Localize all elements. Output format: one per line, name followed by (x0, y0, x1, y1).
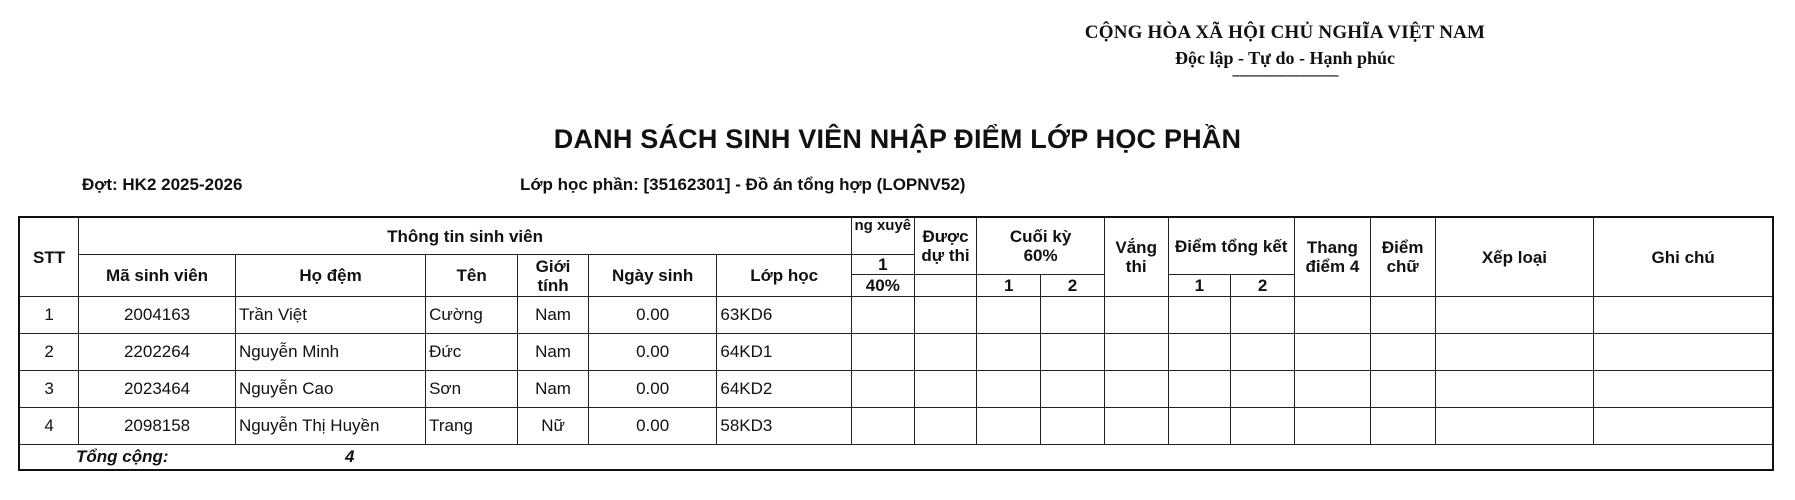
col-regular-index: 1 (851, 255, 914, 275)
col-absent: Vắng thi (1104, 217, 1168, 297)
cell-empty (1594, 334, 1773, 371)
cell-empty (1104, 297, 1168, 334)
col-rank: Xếp loại (1435, 217, 1594, 297)
cell-first-name: Đức (426, 334, 518, 371)
col-gender: Giới tính (518, 255, 589, 297)
cell-empty (851, 408, 914, 445)
cell-empty (1594, 371, 1773, 408)
col-last-name: Họ đệm (235, 255, 425, 297)
cell-empty (1370, 334, 1435, 371)
total-value: 4 (345, 447, 355, 466)
cell-student-id: 2023464 (79, 371, 236, 408)
col-first-name: Tên (426, 255, 518, 297)
cell-class: 64KD1 (717, 334, 852, 371)
cell-empty (1041, 408, 1105, 445)
document-title: DANH SÁCH SINH VIÊN NHẬP ĐIỂM LỚP HỌC PHẦN (553, 124, 1242, 154)
cell-empty (1231, 297, 1295, 334)
col-regular-weight: 40% (851, 275, 914, 297)
cell-empty (977, 297, 1041, 334)
cell-student-id: 2202264 (79, 334, 236, 371)
total-cell (19, 445, 1773, 471)
cell-empty (1294, 297, 1370, 334)
total-row (19, 445, 1773, 471)
col-regular-top: ng xuyê (851, 217, 914, 255)
col-total-2: 2 (1231, 275, 1295, 297)
cell-class: 63KD6 (717, 297, 852, 334)
cell-empty (914, 371, 977, 408)
cell-empty (914, 408, 977, 445)
course-label: Lớp học phần: [35162301] - Đồ án tổng hợp (LOPNV52) (520, 175, 966, 194)
cell-empty (851, 334, 914, 371)
cell-empty (1294, 334, 1370, 371)
cell-stt: 4 (19, 408, 79, 445)
cell-student-id: 2098158 (79, 408, 236, 445)
grade-table (18, 216, 1774, 471)
cell-empty (1168, 297, 1231, 334)
col-total-1: 1 (1168, 275, 1231, 297)
nation-name: CỘNG HÒA XÃ HỘI CHỦ NGHĨA VIỆT NAM (1084, 22, 1486, 43)
cell-gender: Nam (518, 371, 589, 408)
cell-empty (1231, 334, 1295, 371)
cell-empty (977, 371, 1041, 408)
cell-class: 58KD3 (717, 408, 852, 445)
cell-gender: Nữ (518, 408, 589, 445)
cell-empty (977, 408, 1041, 445)
cell-empty (1104, 334, 1168, 371)
col-eligible-sub (914, 275, 977, 297)
col-note: Ghi chú (1594, 217, 1773, 297)
cell-stt: 2 (19, 334, 79, 371)
cell-empty (851, 297, 914, 334)
cell-last-name: Nguyễn Minh (235, 334, 425, 371)
cell-empty (1435, 408, 1594, 445)
cell-empty (1104, 408, 1168, 445)
cell-empty (1168, 408, 1231, 445)
cell-gender: Nam (518, 334, 589, 371)
cell-empty (1294, 408, 1370, 445)
cell-first-name: Trang (426, 408, 518, 445)
table-row (19, 408, 1773, 445)
cell-empty (977, 334, 1041, 371)
cell-class: 64KD2 (717, 371, 852, 408)
col-dob: Ngày sinh (588, 255, 716, 297)
cell-empty (1435, 297, 1594, 334)
col-eligible: Được dự thi (914, 217, 977, 275)
total-label: Tổng cộng: (76, 447, 169, 466)
cell-empty (1594, 297, 1773, 334)
cell-dob: 0.00 (588, 408, 716, 445)
cell-dob: 0.00 (588, 371, 716, 408)
cell-empty (1168, 371, 1231, 408)
cell-empty (1041, 297, 1105, 334)
table-row (19, 371, 1773, 408)
col-final: Cuối kỳ 60% (977, 217, 1104, 275)
col-total-score: Điểm tổng kết (1168, 217, 1294, 275)
cell-empty (1168, 334, 1231, 371)
cell-gender: Nam (518, 297, 589, 334)
cell-dob: 0.00 (588, 334, 716, 371)
col-letter: Điểm chữ (1370, 217, 1435, 297)
cell-empty (1594, 408, 1773, 445)
col-stt: STT (19, 217, 79, 297)
col-student-id: Mã sinh viên (79, 255, 236, 297)
cell-empty (1370, 371, 1435, 408)
col-final-2: 2 (1041, 275, 1105, 297)
cell-empty (1435, 334, 1594, 371)
cell-empty (914, 297, 977, 334)
cell-empty (914, 334, 977, 371)
cell-dob: 0.00 (588, 297, 716, 334)
cell-empty (1231, 371, 1295, 408)
cell-student-id: 2004163 (79, 297, 236, 334)
national-header (1050, 22, 1520, 83)
cell-empty (1041, 334, 1105, 371)
batch-label: Đợt: HK2 2025-2026 (82, 175, 243, 194)
cell-empty (1294, 371, 1370, 408)
table-row (19, 297, 1773, 334)
cell-empty (1370, 297, 1435, 334)
cell-last-name: Nguyễn Cao (235, 371, 425, 408)
cell-empty (1041, 371, 1105, 408)
cell-last-name: Nguyễn Thị Huyền (235, 408, 425, 445)
col-student-info: Thông tin sinh viên (79, 217, 852, 255)
cell-empty (1104, 371, 1168, 408)
cell-last-name: Trần Việt (235, 297, 425, 334)
motto-rule: ----------------------------- (1231, 68, 1339, 83)
cell-stt: 3 (19, 371, 79, 408)
col-class: Lớp học (717, 255, 852, 297)
cell-empty (1370, 408, 1435, 445)
cell-empty (851, 371, 914, 408)
cell-empty (1231, 408, 1295, 445)
national-motto: Độc lập - Tự do - Hạnh phúc (1174, 48, 1396, 68)
cell-first-name: Cường (426, 297, 518, 334)
table-row (19, 334, 1773, 371)
cell-empty (1435, 371, 1594, 408)
cell-first-name: Sơn (426, 371, 518, 408)
cell-stt: 1 (19, 297, 79, 334)
col-scale4: Thang điểm 4 (1294, 217, 1370, 297)
col-final-1: 1 (977, 275, 1041, 297)
